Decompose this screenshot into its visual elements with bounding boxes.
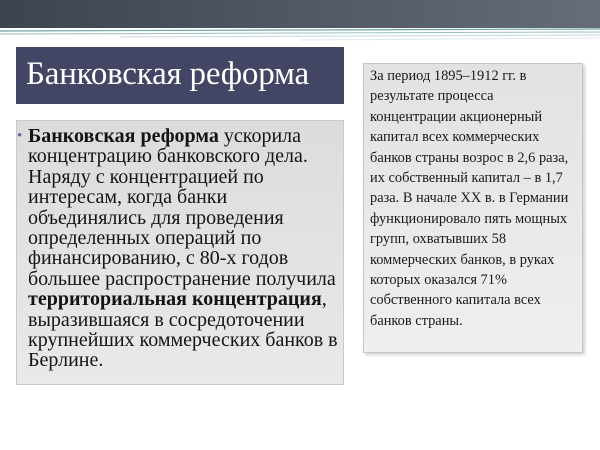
main-paragraph [17,125,340,372]
main-text-part1: ускорила концентрацию банковского дела. Наряду с концентрацией по интересам, когда банки объединялись для проведения определенных операций по финансированию, с 80-х годов большее распространение получила [28,125,336,290]
main-bold-lead: Банковская реформа [28,125,219,147]
main-bold-term: территориальная концентрация [28,288,322,311]
slide-title: Банковская реформа [26,56,309,92]
main-text-part2: , выразившаяся в сосредоточении крупнейших коммерческих банков в Берлине. [28,288,338,372]
slide-title-box [16,47,344,104]
side-note-text: За период 1895–1912 гг. в результате процесса концентрации акционерный капитал всех коммерческих банков страны возрос в 2,6 раза, их собственный капитал – в 1,7 раза. В начале XX в. в Германии функционировало пять мощных групп, охватывших 58 коммерческих банков, в руках которых оказался 71% собственного капитала всех банков страны. [370,68,569,329]
decorative-lines [0,28,600,42]
bullet-icon: • [17,128,23,144]
top-decorative-band [0,0,600,28]
